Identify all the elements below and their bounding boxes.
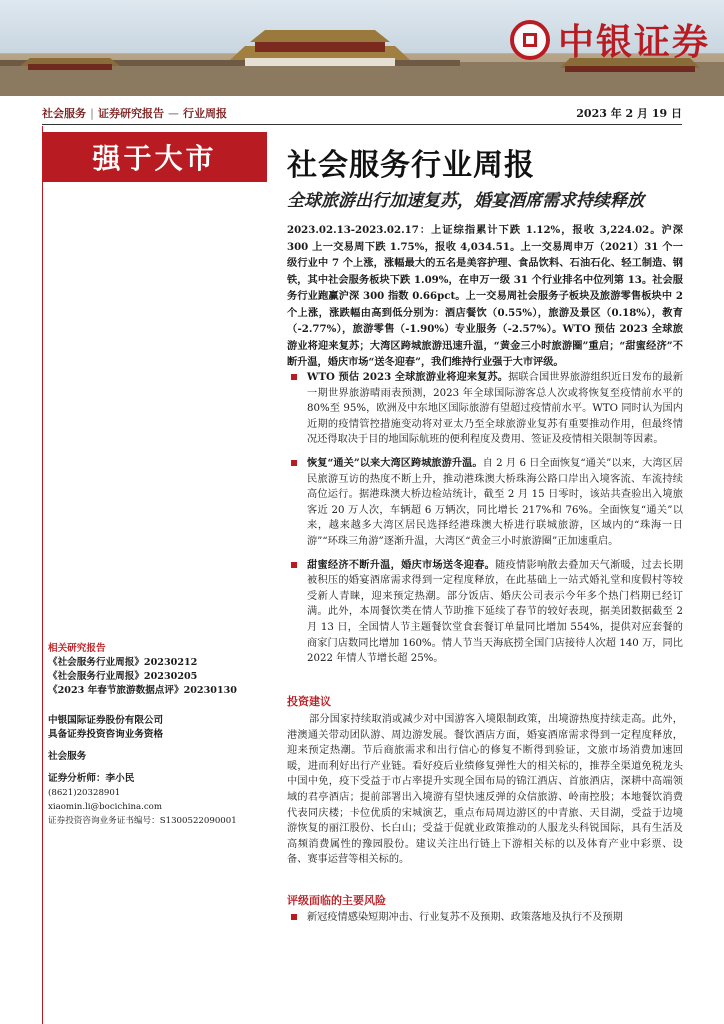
- risk-heading: 评级面临的主要风险: [287, 894, 386, 907]
- related-item: 《社会服务行业周报》20230212: [48, 657, 198, 668]
- header-banner: [0, 0, 724, 96]
- company-name: 中银国际证券股份有限公司: [48, 715, 164, 726]
- bullet-square-icon: [291, 562, 297, 568]
- bullet-lead: 甜蜜经济不断升温，婚庆市场送冬迎春。: [307, 558, 496, 571]
- brand-logo: [510, 14, 710, 65]
- risk-text: 新冠疫情感染短期冲击、行业复苏不及预期、政策落地及执行不及预期: [307, 912, 623, 923]
- bullet-text: 随疫情影响散去叠加天气渐暖，过去长期被积压的婚宴酒席需求得到一定程度释放，在此基础上一站式婚礼堂和度假村等较受新人青睐，迎来预定热潮。部分饭店、婚庆公司表示今年多个热门档期已经订满。此外，本周餐饮类在情人节助推下延续了春节的较好表现，据美团数据截至 2 月 13 日，全国情人节主题餐饮堂食套餐订单量同比增加 554%，提供对应套餐的商家门店数同比增加 160%。情人节当天海底捞全国门店接待人次超 140 万，同比 2022 年情人节增长超 25%。: [307, 559, 684, 665]
- bullet-text: 据联合国世界旅游组织近日发布的最新一期世界旅游晴雨表预测，2023 年全球国际游客总人次或将恢复至疫情前水平的 80%至 95%，欧洲及中东地区国际旅游有望超过疫情前水平。WTO 同时认为国内近期的疫情管控措施变动将对亚太乃至全球旅游业复苏有重要推动作用，但最终情况还得取决于目的地国际航班的便利程度及费用、签证及疫情相关限制等因素。: [307, 372, 684, 446]
- risk-item: [287, 910, 683, 926]
- related-item: 《社会服务行业周报》20230205: [48, 671, 198, 682]
- invest-paragraph: 部分国家持续取消或减少对中国游客入境限制政策，出境游热度持续走高。此外，港澳通关带动团队游、周边游发展。餐饮酒店方面，婚宴酒席需求得到一定程度释放，迎来预定热潮。节后商旅需求和出行信心的修复不断得到验证，文旅市场消费加速回暖，进而利好出行产业链。看好疫后业绩修复弹性大的相关标的，推荐全渠道免税龙头中国中免，疫下受益于市占率提升实现全国布局的锦江酒店、首旅酒店，深耕中高端领域的君亭酒店；提前部署出入境游有望快速反弹的众信旅游、岭南控股；本地餐饮消费代表同庆楼；卡位优质的宋城演艺，重点布局周边游区的中青旅、天目湖，受益于边境游恢复的丽江股份、长白山；受益于促就业政策推动的人服龙头科锐国际，具有生活及高频消费属性的豫园股份。建议关注出行链上下游相关标的以及体育产业中彩票、设备、赛事运营等相关标的。: [287, 714, 683, 866]
- breadcrumb-item: 行业周报: [183, 107, 228, 120]
- analyst-email[interactable]: xiaomin.li@bocichina.com: [48, 802, 163, 812]
- related-item: 《2023 年春节旅游数据点评》20230130: [48, 685, 237, 696]
- rating-badge: 强于大市: [42, 132, 267, 182]
- breadcrumb: 社会服务 | 证券研究报告 — 行业周报: [42, 107, 228, 120]
- report-date: 2023 年 2 月 19 日: [576, 107, 682, 120]
- risk-list: [287, 910, 683, 934]
- boc-logo-icon: [510, 20, 550, 60]
- bullet-item: [287, 456, 683, 550]
- related-heading: 相关研究报告: [48, 643, 106, 654]
- report-subtitle: 全球旅游出行加速复苏，婚宴酒席需求持续释放: [287, 191, 644, 211]
- invest-heading: 投资建议: [287, 695, 331, 708]
- related-reports: [48, 642, 268, 698]
- bullet-lead: 恢复“通关”以来大湾区跨城旅游升温。: [307, 456, 483, 469]
- bullet-square-icon: [291, 374, 297, 380]
- breadcrumb-item: 社会服务: [42, 107, 86, 120]
- bullet-text: 自 2 月 6 日全面恢复“通关”以来，大湾区居民旅游互访的热度不断上升，推动港珠澳大桥珠海公路口岸出入境客流、车流持续高位运行。据港珠澳大桥边检站统计，截至 2 月 15 日零时，该站共查验出入境旅客近 20 万人次，车辆超 6 万辆次，同比增长 217%和 76%。全面恢复“通关”以来，越来越多大湾区居民选择经港珠澳大桥进行联城旅游，区域内的“珠海一日游”“环珠三角游”逐渐升温，大湾区“黄金三小时旅游圈”正加速重启。: [307, 457, 683, 547]
- bullet-square-icon: [291, 460, 297, 466]
- bullet-square-icon: [291, 914, 297, 920]
- company-info: [48, 714, 268, 828]
- left-divider: [42, 126, 43, 1024]
- analyst-name: 证券分析师：李小民: [48, 773, 135, 784]
- analyst-phone: (8621)20328901: [48, 788, 121, 798]
- sector-label: 社会服务: [48, 751, 87, 762]
- bullet-lead: WTO 预估 2023 全球旅游业将迎来复苏。: [307, 371, 509, 383]
- breadcrumb-bar: [42, 102, 682, 125]
- brand-name: 中银证券: [557, 22, 710, 63]
- summary-paragraph: 2023.02.13-2023.02.17：上证综指累计下跌 1.12%，报收 3,224.02。沪深 300 上一交易周下跌 1.75%，报收 4,034.51。上一交易周申万（2021）31 个一级行业中 7 个上涨，涨幅最大的五名是美容护理、食品饮料、石油石化、轻工制造、钢铁，其中社会服务板块下跌 1.09%，在申万一级 31 个行业排名中位列第 13。社会服务行业跑赢沪深 300 指数 0.66pct。上一交易周社会服务子板块及旅游零售板块中 2 个上涨，涨跌幅由高到低分别为：酒店餐饮（0.55%），旅游及景区（0.18%），教育（-2.77%），旅游零售（-1.90%）专业服务（-2.57%）。WTO 预估 2023 全球旅游业将迎来复苏；大湾区跨城旅游迅速升温，“黄金三小时旅游圈”重启；“甜蜜经济”不断升温，婚庆市场“送冬迎春”，我们维持行业强于大市评级。: [287, 224, 683, 368]
- breadcrumb-item: 证券研究报告: [98, 107, 165, 120]
- company-qualification: 具备证券投资咨询业务资格: [48, 729, 164, 740]
- key-points: [287, 370, 683, 675]
- bullet-item: [287, 370, 683, 448]
- report-title: 社会服务行业周报: [287, 148, 535, 183]
- bullet-item: [287, 558, 683, 667]
- analyst-license: 证券投资咨询业务证书编号：S1300522090001: [48, 816, 237, 826]
